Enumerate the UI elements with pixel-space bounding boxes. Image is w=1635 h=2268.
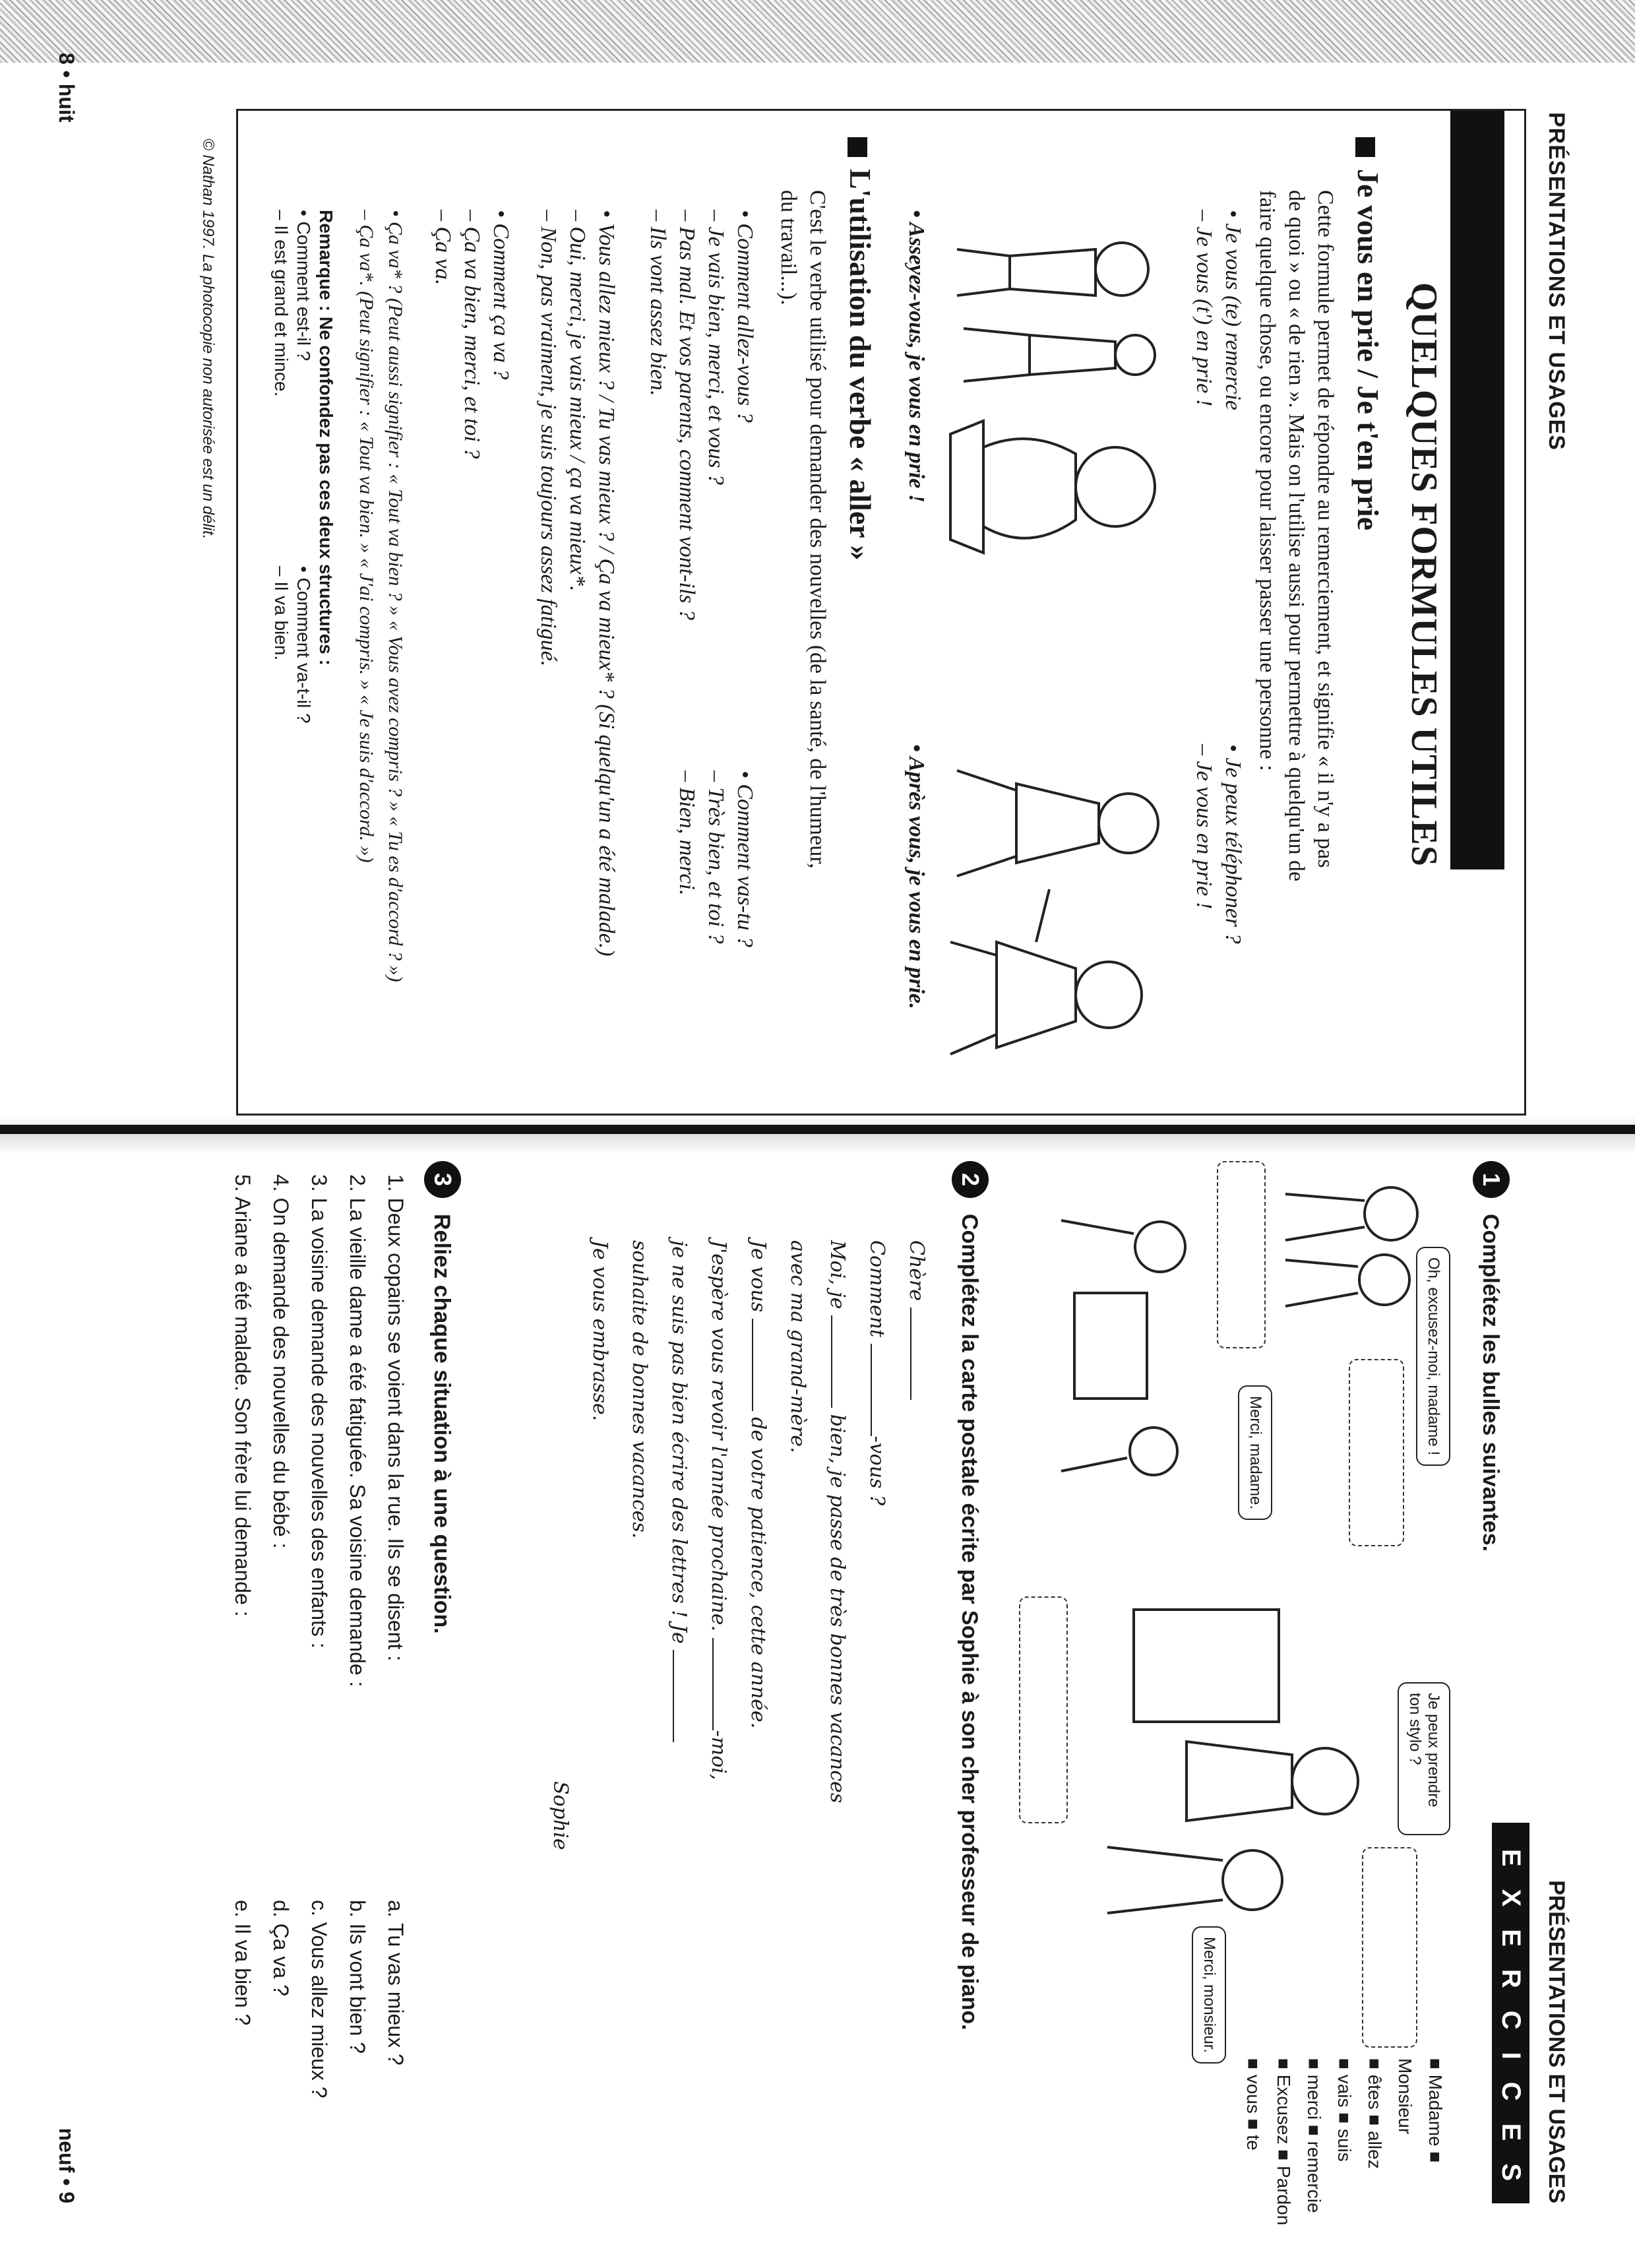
left-page-number: 8 • huit — [55, 53, 78, 123]
dialogue-c: • Vous allez mieux ? / Tu vas mieux ? / Ça va mieux* ? (Si quelqu'un a été malade.) – Oui, merci, je vais mieux / ça va mieux*. – Non, pas vraiment, je suis toujours assez fatigué. — [536, 210, 619, 957]
blank-field[interactable] — [910, 1307, 927, 1400]
bubble-merci-madame: Merci, madame. — [1238, 1385, 1272, 1520]
cartoon-after-you-illustration — [944, 744, 1181, 1100]
word-list: ■ Madame ■ Monsieur ■ êtes ■ allez ■ vais ■ suis ■ merci ■ remercie ■ Excusez ■ Pardon ■ vous ■ te — [1243, 2058, 1446, 2226]
blank-field[interactable] — [871, 1344, 888, 1436]
title-bar — [1450, 111, 1504, 869]
caption-asseyez-vous: • Asseyez-vous, je vous en prie ! — [904, 210, 929, 503]
heading-verbe-aller: L'utilisation du verbe « aller » — [843, 137, 878, 560]
page-title: QUELQUES FORMULES UTILES — [1404, 282, 1444, 867]
situation-item: 4. On demande des nouvelles du bébé : — [269, 1174, 293, 1549]
left-section-header: PRÉSENTATIONS ET USAGES — [1544, 112, 1569, 451]
exercise-3-title: Reliez chaque situation à une question. — [429, 1214, 454, 1634]
left-page — [39, 40, 1595, 1121]
situation-item: 1. Deux copains se voient dans la rue. Ils se disent : — [384, 1174, 408, 1662]
blank-field[interactable] — [673, 1650, 690, 1742]
question-item: b. Ils vont bien ? — [346, 1900, 369, 2054]
sec1-example-2: • Je peux téléphoner ? – Je vous en prie ! — [1192, 744, 1245, 944]
dialogue-d: • Comment ça va ? – Ça va bien, merci, et toi ? – Ça va. — [431, 210, 513, 459]
empty-bubble-4[interactable] — [1019, 1596, 1068, 1823]
bubble-stylo: Je peux prendre ton stylo ? — [1398, 1682, 1450, 1835]
empty-bubble-3[interactable] — [1362, 1847, 1417, 2048]
question-item: e. Il va bien ? — [231, 1900, 255, 2026]
right-section-header: PRÉSENTATIONS ET USAGES — [1544, 1880, 1569, 2203]
cartoon-sitting-illustration — [944, 210, 1181, 579]
right-page — [39, 1135, 1595, 2230]
question-item: d. Ça va ? — [269, 1900, 293, 1996]
bullet-square-icon — [848, 137, 867, 157]
situations-list — [224, 1174, 415, 1687]
sec1-example-1: • Je vous (te) remercie – Je vous (t') en prie ! — [1192, 210, 1245, 410]
bubble-excusez-moi: Oh, excusez-moi, madame ! — [1416, 1247, 1450, 1466]
content-frame — [236, 109, 1526, 1116]
blank-field[interactable] — [752, 1319, 769, 1411]
situation-item: 3. La voisine demande des nouvelles des enfants : — [307, 1174, 331, 1649]
caption-apres-vous: • Après vous, je vous en prie. — [904, 744, 929, 1009]
sec2-intro: C'est le verbe utilisé pour demander des nouvelles (de la santé, de l'humeur, du travail...). — [776, 190, 830, 869]
blank-field[interactable] — [831, 1315, 848, 1408]
question-item: a. Tu vas mieux ? — [384, 1900, 408, 2065]
exercise-3-badge: 3 — [424, 1161, 461, 1198]
exercise-2-badge: 2 — [952, 1161, 989, 1198]
postcard-text: Chère Comment -vous ? Moi, je bien, je passe de très bonnes vacances avec ma grand-mère. Je vous de votre patience, cette année. J'espère vous revoir l'année prochaine. -moi, je ne suis pas bien écrire des lettres ! Je souhaite de bonnes vacances. Je vous embrasse. — [588, 1240, 928, 1804]
empty-bubble-1[interactable] — [1349, 1359, 1404, 1546]
right-page-number: neuf • 9 — [55, 2127, 78, 2203]
blank-field[interactable] — [712, 1638, 729, 1730]
cartoon-desk-illustration — [1048, 1194, 1213, 1497]
dialogue-a: • Comment allez-vous ? – Je vais bien, merci, et vous ? – Pas mal. Et vos parents, comment vont-ils ? – Ils vont assez bien. — [646, 210, 757, 620]
exercise-2-title: Complétez la carte postale écrite par Sophie à son cher professeur de piano. — [957, 1214, 982, 2031]
question-item: c. Vous allez mieux ? — [307, 1900, 331, 2098]
bullet-square-icon — [1355, 137, 1375, 157]
dialogue-b: • Comment vas-tu ? – Très bien, et toi ? – Bien, merci. — [675, 771, 757, 947]
heading-je-vous-en-prie: Je vous en prie / Je t'en prie — [1351, 137, 1386, 530]
sec1-intro: Cette formule permet de répondre au remerciement, et signifie « il n'y a pas de quoi » ou « de rien ». Mais on l'utilise aussi pour permettre à quelqu'un de faire quelque chose, ou encore pour laisser passer une personne : — [1255, 190, 1338, 882]
postcard-signature: Sophie — [549, 1781, 572, 1850]
exercise-1-badge: 1 — [1473, 1161, 1510, 1198]
exercise-1-title: Complétez les bulles suivantes. — [1478, 1214, 1503, 1552]
cartoon-classroom-illustration — [1068, 1596, 1384, 1939]
exercices-banner: EXERCICES — [1492, 1823, 1529, 2203]
remarque-2: • Comment va-t-il ? – Il va bien. — [271, 566, 314, 724]
situation-item: 2. La vieille dame a été fatiguée. Sa voisine demande : — [346, 1174, 369, 1687]
book-gutter — [0, 1125, 1635, 1134]
remarque: Remarque : Ne confondez pas ces deux structures : • Comment est-il ? – Il est grand et mince. — [271, 210, 336, 666]
cartoon-collision-illustration — [1272, 1161, 1444, 1333]
bubble-merci-monsieur: Merci, monsieur. — [1192, 1926, 1226, 2063]
copyright-notice: © Nathan 1997. La photocopie non autorisée est un délit. — [199, 139, 217, 540]
dialogue-e: • Ça va* ? (Peut aussi signifier : « Tout va bien ? » « Vous avez compris ? » « Tu es d'accord ? ») – Ça va*. (Peut signifier : « Tout va bien. » « J'ai compris. » « Je suis d'accord. ») — [355, 210, 406, 982]
empty-bubble-2[interactable] — [1217, 1161, 1266, 1348]
questions-list — [224, 1900, 415, 2098]
situation-item: 5. Ariane a été malade. Son frère lui demande : — [231, 1174, 255, 1617]
